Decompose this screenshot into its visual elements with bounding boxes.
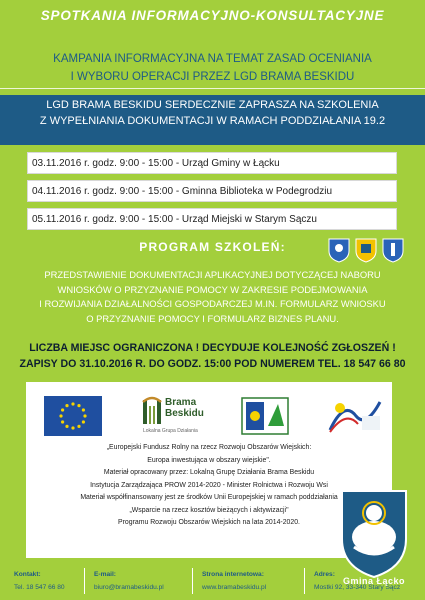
gate-icon bbox=[141, 396, 163, 426]
footer-divider bbox=[192, 568, 193, 594]
brama-name-2: Beskidu bbox=[165, 408, 204, 419]
contact-label: Kontakt: bbox=[14, 571, 41, 578]
program-description bbox=[0, 268, 425, 326]
address-label: Adres: bbox=[314, 571, 335, 578]
brama-subtitle: Lokalna Grupa Działania bbox=[143, 428, 198, 434]
poster-title: SPOTKANIA INFORMACYJNO-KONSULTACYJNE bbox=[40, 8, 385, 23]
registration-notice bbox=[0, 340, 425, 372]
notice-line-2: ZAPISY DO 31.10.2016 R. DO GODZ. 15:00 POD NUMEREM TEL. 18 547 66 80 bbox=[19, 358, 406, 370]
crest-icon bbox=[327, 237, 351, 263]
campaign-subtitle bbox=[0, 50, 425, 86]
funding-line: Instytucja Zarządzająca PROW 2014-2020 - Minister Rolnictwa i Rozwoju Wsi bbox=[90, 481, 328, 489]
funding-line: Materiał współfinansowany jest ze środków Unii Europejskiej w ramach poddziałania bbox=[80, 494, 338, 501]
emblem-label: Gmina Łącko bbox=[342, 576, 406, 586]
program-line: WNIOSKÓW O PRZYZNANIE POMOCY W ZAKRESIE PODEJMOWANIA bbox=[57, 283, 368, 295]
prow-logo-icon bbox=[326, 396, 384, 436]
footer-divider bbox=[304, 568, 305, 594]
footer-contact bbox=[14, 568, 65, 594]
subtitle-line-2: I WYBORU OPERACJI PRZEZ LGD BRAMA BESKIDU bbox=[70, 71, 355, 83]
schedule-row: 03.11.2016 r. godz. 9:00 - 15:00 - Urząd Gminy w Łącku bbox=[27, 152, 397, 174]
funding-line: „Wsparcie na rzecz kosztów bieżących i aktywizacji" bbox=[129, 506, 289, 514]
schedule-row: 05.11.2016 r. godz. 9:00 - 15:00 - Urząd Miejski w Starym Sączu bbox=[27, 208, 397, 230]
contact-value: Tel. 18 547 66 80 bbox=[14, 584, 65, 591]
funding-line: Europa inwestująca w obszary wiejskie". bbox=[147, 456, 271, 464]
address-value: Mostki 92, 33-340 Stary Sącz bbox=[314, 584, 401, 591]
brama-beskidu-logo bbox=[141, 394, 216, 438]
municipal-crests bbox=[327, 237, 405, 263]
crest-icon bbox=[354, 237, 378, 263]
program-line: PRZEDSTAWIENIE DOKUMENTACJI APLIKACYJNEJ DOTYCZĄCEJ NABORU bbox=[44, 269, 381, 280]
divider bbox=[0, 88, 425, 89]
email-value[interactable]: biuro@bramabeskidu.pl bbox=[94, 584, 164, 591]
brama-name bbox=[165, 397, 204, 419]
invitation-line-1: LGD BRAMA BESKIDU SERDECZNIE ZAPRASZA NA SZKOLENIA bbox=[46, 99, 379, 111]
schedule-row: 04.11.2016 r. godz. 9:00 - 15:00 - Gminna Biblioteka w Podegrodziu bbox=[27, 180, 397, 202]
eu-flag-icon bbox=[44, 396, 102, 436]
funding-line: „Europejski Fundusz Rolny na rzecz Rozwoju Obszarów Wiejskich: bbox=[106, 444, 312, 451]
web-label: Strona internetowa: bbox=[202, 571, 264, 578]
program-line: O PRZYZNANIE POMOCY I FORMULARZ BIZNES PLANU. bbox=[86, 312, 339, 324]
footer-divider bbox=[84, 568, 85, 594]
footer-email bbox=[94, 568, 164, 594]
leader-logo-icon bbox=[240, 396, 290, 436]
schedule-list bbox=[27, 152, 397, 236]
brama-name-1: Brama bbox=[165, 397, 197, 408]
subtitle-line-1: KAMPANIA INFORMACYJNA NA TEMAT ZASAD OCENIANIA bbox=[53, 53, 372, 65]
invitation-line-2: Z WYPEŁNIANIA DOKUMENTACJI W RAMACH PODDZIAŁANIA 19.2 bbox=[39, 115, 386, 127]
gmina-lacko-emblem-icon bbox=[336, 487, 412, 579]
notice-line-1: LICZBA MIEJSC OGRANICZONA ! DECYDUJE KOLEJNOŚĆ ZGŁOSZEŃ ! bbox=[29, 342, 396, 354]
logo-strip bbox=[26, 394, 392, 438]
email-label: E-mail: bbox=[94, 571, 116, 578]
footer-web bbox=[202, 568, 266, 594]
invitation-band bbox=[0, 95, 425, 145]
funding-line: Materiał opracowany przez: Lokalną Grupę Działania Brama Beskidu bbox=[103, 469, 315, 476]
funding-line: Programu Rozwoju Obszarów Wiejskich na lata 2014-2020. bbox=[118, 519, 300, 526]
program-line: I ROZWIJANIA DZIAŁALNOŚCI GOSPODARCZEJ M.IN. FORMULARZ WNIOSKU bbox=[39, 298, 386, 309]
program-title: PROGRAM SZKOLEŃ: bbox=[139, 240, 286, 254]
crest-icon bbox=[381, 237, 405, 263]
web-value[interactable]: www.bramabeskidu.pl bbox=[202, 584, 267, 591]
